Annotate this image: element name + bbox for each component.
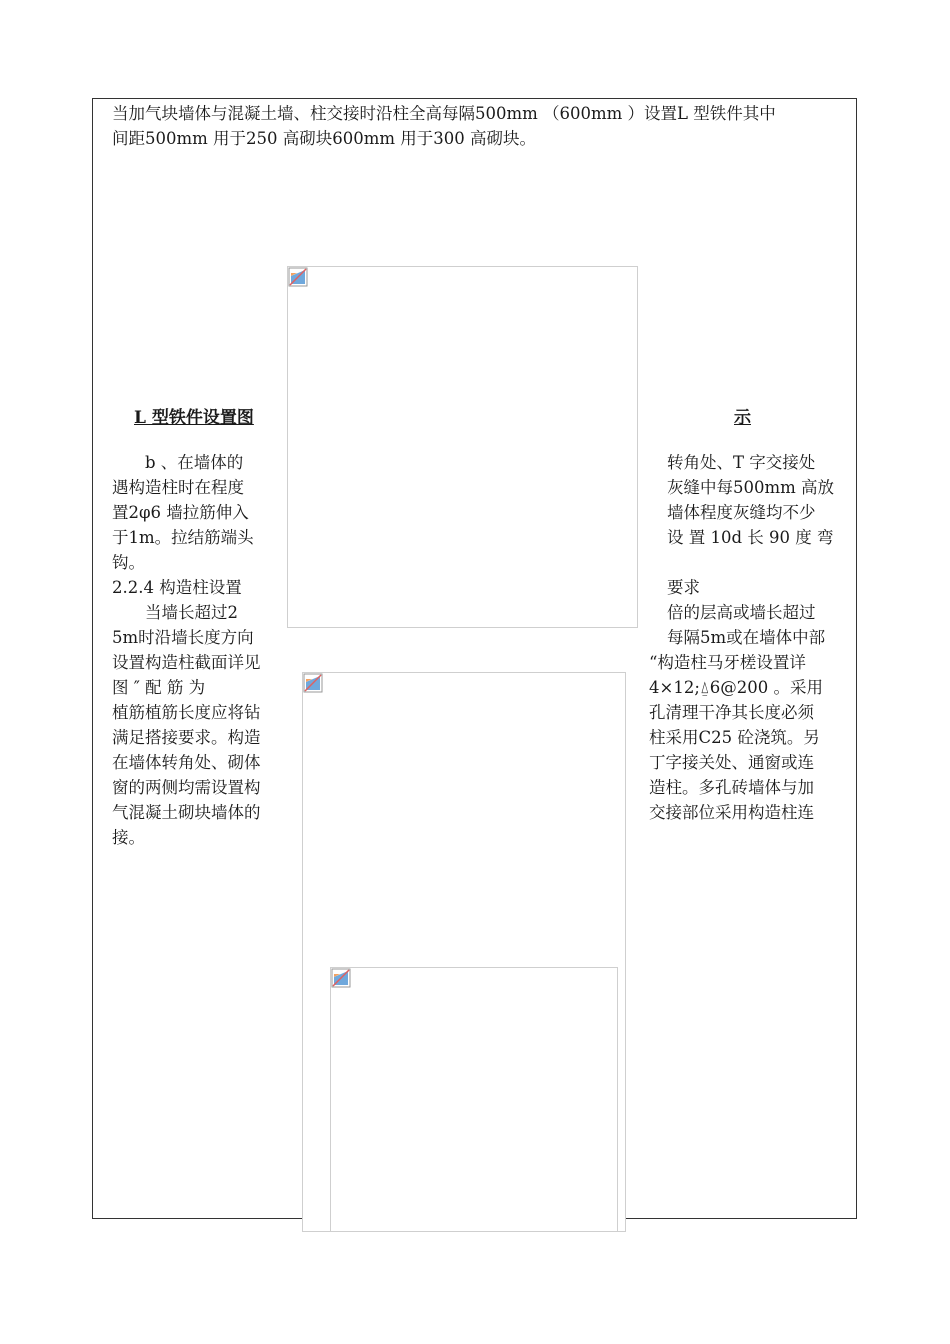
right-line: 灰缝中每500mm 高放 <box>667 478 835 497</box>
right-line: 要求 <box>667 578 700 597</box>
broken-image-icon <box>331 968 351 988</box>
right-line: 柱采用C25 砼浇筑。另 <box>649 728 820 747</box>
left-line: 2.2.4 构造柱设置 <box>112 578 242 597</box>
right-line: 孔清理干净其长度必须 <box>649 703 814 722</box>
left-line: 遇构造柱时在程度 <box>112 478 244 497</box>
right-line: “构造柱马牙槎设置详 <box>649 653 806 672</box>
right-line: 造柱。多孔砖墙体与加 <box>649 778 814 797</box>
left-line: 置2φ6 墙拉筋伸入 <box>112 503 249 522</box>
left-line: 气混凝土砌块墙体的 <box>112 803 261 822</box>
figure-caption-left: L 型铁件设置图 <box>134 408 254 428</box>
right-line: 倍的层高或墙长超过 <box>667 603 816 622</box>
column-detail-figure <box>330 967 618 1232</box>
left-line: b 、在墙体的 <box>112 453 244 472</box>
broken-image-icon <box>303 673 323 693</box>
l-bracket-figure <box>287 266 638 628</box>
broken-image-icon <box>288 267 308 287</box>
intro-line-2: 间距500mm 用于250 高砌块600mm 用于300 高砌块。 <box>112 129 537 148</box>
figure-caption-right: 示 <box>734 408 751 428</box>
right-line: 丁字接关处、通窗或连 <box>649 753 814 772</box>
right-line: 设 置 10d 长 90 度 弯 <box>667 528 834 547</box>
right-line: 每隔5m或在墙体中部 <box>667 628 826 647</box>
left-line: 接。 <box>112 828 145 847</box>
left-line: 满足搭接要求。构造 <box>112 728 261 747</box>
left-line: 钩。 <box>112 553 145 572</box>
left-line: 植筋植筋长度应将钻 <box>112 703 261 722</box>
intro-line-1: 当加气块墙体与混凝土墙、柱交接时沿柱全高每隔500mm （600mm ）设置L 型铁件其中 <box>112 104 776 123</box>
right-line: 交接部位采用构造柱连 <box>649 803 814 822</box>
left-line: 在墙体转角处、砌体 <box>112 753 261 772</box>
left-line: 于1m。拉结筋端头 <box>112 528 254 547</box>
left-line: 设置构造柱截面详见 <box>112 653 261 672</box>
left-line: 窗的两侧均需设置构 <box>112 778 261 797</box>
right-line: 4⨯12;⍙6@200 。采用 <box>649 678 824 697</box>
left-line: 当墙长超过2 <box>112 603 238 622</box>
left-line: 5m时沿墙长度方向 <box>112 628 254 647</box>
left-line: 图 ″ 配 筋 为 <box>112 678 206 697</box>
right-line: 墙体程度灰缝均不少 <box>667 503 816 522</box>
right-line: 转角处、T 字交接处 <box>667 453 816 472</box>
